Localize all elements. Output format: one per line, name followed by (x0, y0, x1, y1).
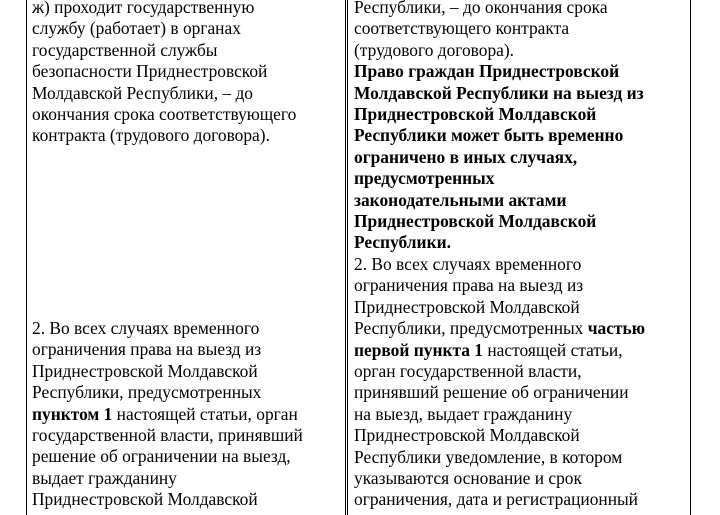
text-line: соответствующего контракта (354, 18, 570, 39)
text-line: принявший решение об ограничении (354, 382, 629, 403)
text-line: государственной власти, принявший (32, 425, 303, 446)
left-column-paragraph-top (32, 0, 340, 147)
text-line: службу (работает) в органах (32, 18, 241, 39)
text-line: на выезд, выдает гражданину (354, 403, 573, 424)
bold-text-line: Республики. (354, 232, 451, 253)
bold-reference: частью (587, 318, 645, 339)
text-line: (трудового договора). (354, 39, 515, 60)
table-border-middle-left (345, 0, 346, 515)
bold-text-line: предусмотренных (354, 168, 495, 189)
right-column-content (354, 0, 686, 511)
table-border-left (26, 0, 27, 515)
text-line: Республики, предусмотренных (32, 382, 262, 403)
text-line: 2. Во всех случаях временного (32, 318, 260, 338)
text-line: Республики, – до окончания срока (354, 0, 608, 17)
bold-reference: пунктом 1 (32, 403, 113, 424)
text-line: ограничения, дата и регистрационный (354, 489, 638, 510)
text-line: ж) проходит государственную (32, 0, 255, 17)
text-line: Приднестровской Молдавской (354, 425, 580, 446)
table-border-middle-right (347, 0, 348, 515)
text-fragment: настоящей статьи, (483, 339, 623, 360)
bold-text-line: Приднестровской Молдавской (354, 104, 597, 125)
bold-reference: первой пункта 1 (354, 339, 483, 360)
bold-text-line: ограничено в иных случаях, (354, 146, 578, 167)
bold-text-line: Молдавской Республики на выезд из (354, 82, 644, 103)
text-line: решение об ограничении на выезд, (32, 446, 291, 467)
table-border-right (690, 0, 691, 515)
text-line: Приднестровской Молдавской (354, 296, 580, 317)
left-column-paragraph-2 (32, 318, 340, 511)
text-line: Приднестровской Молдавской (32, 489, 258, 510)
text-line: выдает гражданину (32, 467, 177, 488)
text-line: безопасности Приднестровской (32, 61, 268, 82)
text-line (354, 340, 686, 361)
text-line (32, 404, 340, 425)
text-line: Приднестровской Молдавской (32, 360, 258, 381)
bold-text-line: законодательными актами (354, 189, 567, 210)
text-line: орган государственной власти, (354, 360, 582, 381)
text-line (354, 318, 686, 339)
text-fragment: настоящей статьи, орган (112, 403, 298, 424)
text-line: Республики уведомление, в котором (354, 446, 623, 467)
text-line: указываются основание и срок (354, 467, 582, 488)
bold-text-line: Право граждан Приднестровской (354, 61, 620, 82)
text-line: окончания срока соответствующего (32, 104, 297, 125)
text-line: Молдавской Республики, – до (32, 82, 254, 103)
text-fragment: Республики, предусмотренных (354, 318, 588, 339)
bold-text-line: Приднестровской Молдавской (354, 211, 597, 232)
text-line: 2. Во всех случаях временного (354, 253, 582, 274)
text-line: ограничения права на выезд из (32, 339, 262, 360)
text-line: ограничения права на выезд из (354, 275, 584, 296)
text-line: контракта (трудового договора). (32, 125, 270, 146)
bold-text-line: Республики может быть временно (354, 125, 624, 146)
text-line: государственной службы (32, 39, 218, 60)
